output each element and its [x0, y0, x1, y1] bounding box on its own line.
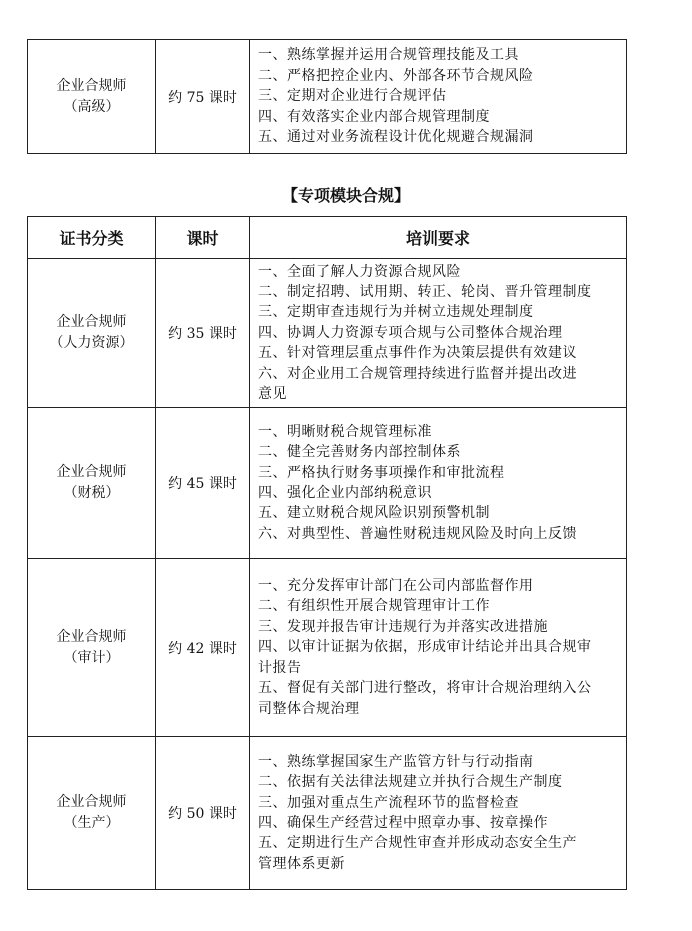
requirement-line: 意见: [258, 386, 287, 403]
requirement-line: 五、通过对业务流程设计优化规避合规漏洞: [258, 129, 534, 146]
requirement-line: 三、定期审查违规行为并树立违规处理制度: [258, 304, 534, 321]
requirement-line: 五、督促有关部门进行整改，将审计合规治理纳入公: [258, 680, 592, 697]
certificate-specialty: （财税）: [63, 485, 120, 501]
requirement-line: 四、协调人力资源专项合规与公司整体合规治理: [258, 324, 563, 341]
table-row: [28, 737, 627, 890]
table-row: [28, 40, 627, 154]
certificate-name: 企业合规师: [56, 464, 127, 480]
requirement-line: 三、加强对重点生产流程环节的监督检查: [258, 794, 519, 811]
course-hours-cell: 约 35 课时: [156, 259, 250, 408]
certificate-name: 企业合规师: [56, 314, 127, 330]
table-row: [28, 408, 627, 559]
certificate-category-cell: [28, 40, 156, 154]
section-title: 【专项模块合规】: [281, 186, 410, 205]
requirement-line: 六、对企业用工合规管理持续进行监督并提出改进: [258, 365, 577, 382]
requirement-line: 管理体系更新: [258, 855, 345, 872]
requirement-line: 五、针对管理层重点事件作为决策层提供有效建议: [258, 345, 577, 362]
requirement-line: 三、发现并报告审计违规行为并落实改进措施: [258, 618, 548, 635]
certificate-category-cell: [28, 559, 156, 737]
requirement-line: 计报告: [258, 659, 302, 676]
requirement-line: 三、定期对企业进行合规评估: [258, 88, 447, 105]
certificate-level: （高级）: [63, 98, 120, 115]
requirement-line: 一、充分发挥审计部门在公司内部监督作用: [258, 578, 534, 595]
certificate-specialty: （人力资源）: [49, 335, 134, 351]
column-header-hours: 课时: [156, 217, 250, 259]
certificate-category-cell: [28, 259, 156, 408]
certificate-name: 企业合规师: [56, 794, 127, 810]
certificate-specialty: （审计）: [63, 649, 120, 666]
requirement-line: 六、对典型性、普遍性财税违规风险及时向上反馈: [258, 525, 577, 542]
certificate-name: 企业合规师: [56, 628, 127, 645]
training-requirements-cell: [250, 408, 627, 559]
certificate-category-cell: [28, 737, 156, 890]
requirement-line: 二、依据有关法律法规建立并执行合规生产制度: [258, 774, 563, 791]
requirement-line: 二、有组织性开展合规管理审计工作: [258, 598, 490, 615]
course-hours-cell: 约 50 课时: [156, 737, 250, 890]
top-certificate-table: [27, 39, 627, 154]
training-requirements-cell: [250, 259, 627, 408]
training-requirements-cell: [250, 40, 627, 154]
certificate-name: 企业合规师: [56, 77, 127, 94]
requirement-line: 二、健全完善财务内部控制体系: [258, 444, 461, 461]
training-requirements-cell: [250, 559, 627, 737]
requirement-line: 一、明晰财税合规管理标准: [258, 423, 432, 440]
table-header-row: [28, 217, 627, 259]
requirement-line: 五、建立财税合规风险识别预警机制: [258, 505, 490, 522]
requirement-line: 二、严格把控企业内、外部各环节合规风险: [258, 67, 534, 84]
requirement-line: 三、严格执行财务事项操作和审批流程: [258, 464, 505, 481]
requirement-line: 五、定期进行生产合规性审查并形成动态安全生产: [258, 835, 577, 852]
course-hours-cell: 约 75 课时: [156, 40, 250, 154]
training-requirements-cell: [250, 737, 627, 890]
requirement-line: 一、熟练掌握并运用合规管理技能及工具: [258, 47, 519, 64]
course-hours-cell: 约 42 课时: [156, 559, 250, 737]
requirement-line: 四、以审计证据为依据，形成审计结论并出具合规审: [258, 639, 592, 656]
special-module-table: [27, 216, 627, 890]
requirement-line: 四、确保生产经营过程中照章办事、按章操作: [258, 815, 548, 831]
table-row: [28, 259, 627, 408]
requirement-line: 一、熟练掌握国家生产监管方针与行动指南: [258, 753, 534, 770]
requirement-line: 四、强化企业内部纳税意识: [258, 485, 432, 501]
requirement-line: 司整体合规治理: [258, 700, 360, 717]
table-row: [28, 559, 627, 737]
column-header-category: 证书分类: [28, 217, 156, 259]
requirement-line: 一、全面了解人力资源合规风险: [258, 263, 461, 280]
course-hours-cell: 约 45 课时: [156, 408, 250, 559]
requirement-line: 四、有效落实企业内部合规管理制度: [258, 108, 490, 125]
column-header-requirements: 培训要求: [250, 217, 627, 259]
requirement-line: 二、制定招聘、试用期、转正、轮岗、晋升管理制度: [258, 283, 592, 300]
certificate-specialty: （生产）: [63, 815, 120, 831]
certificate-category-cell: [28, 408, 156, 559]
